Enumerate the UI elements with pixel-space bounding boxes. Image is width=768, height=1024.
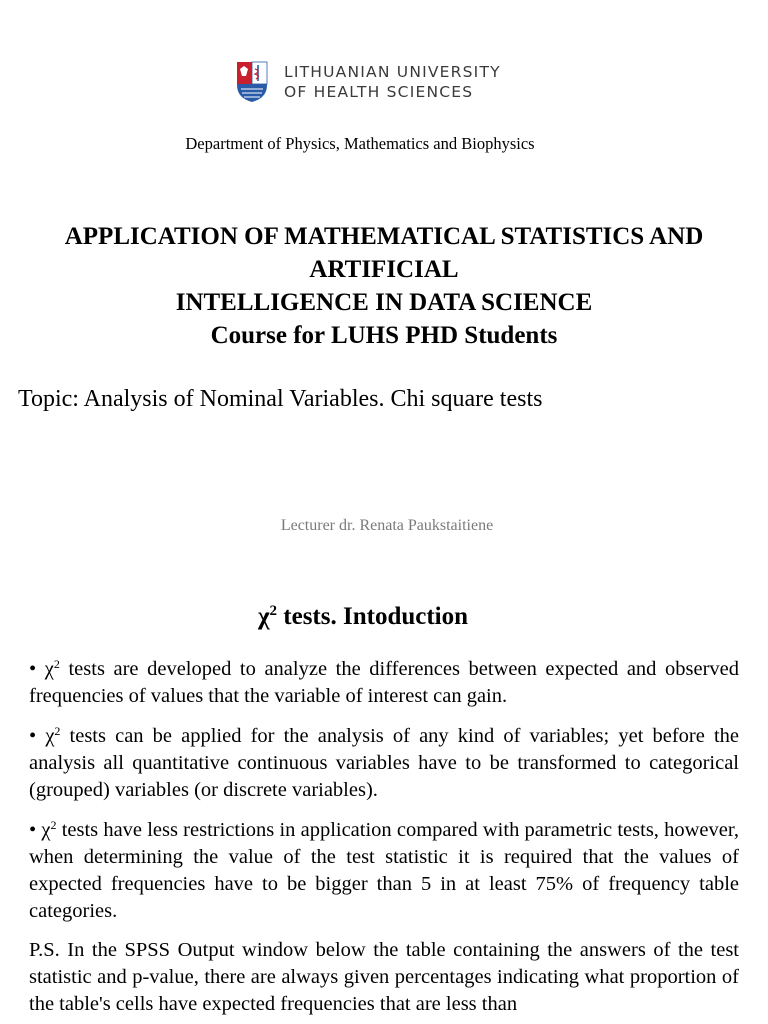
- chi-symbol: χ: [45, 725, 55, 747]
- course-title-line-2: ARTIFICIAL: [309, 256, 459, 283]
- bullet-paragraph-1: [29, 656, 739, 710]
- course-title-line-3: INTELLIGENCE IN DATA SCIENCE: [175, 289, 593, 316]
- bullet-paragraph-3: [29, 817, 739, 925]
- slide-heading: [0, 603, 726, 631]
- bullet-text: tests are developed to analyze the differences between expected and observed frequencies of values that the variable of interest can gain.: [29, 658, 740, 707]
- bullet-marker: •: [29, 725, 37, 747]
- course-title-line-1: APPLICATION OF MATHEMATICAL STATISTICS AND: [64, 223, 704, 250]
- bullet-text: tests have less restrictions in application compared with parametric tests, however, when determining the value of the test statistic it is required that the values of expected frequencies have to be bigger than 5 in at least 75% of frequency table categories.: [29, 819, 739, 922]
- ps-paragraph: P.S. In the SPSS Output window below the table containing the answers of the test statistic and p-value, there are always given percentages indicating what proportion of the table's cells have expected frequencies that are less than: [29, 939, 739, 1015]
- logo-line-2: OF HEALTH SCIENCES: [284, 83, 474, 101]
- logo-line-1: LITHUANIAN UNIVERSITY: [284, 63, 501, 81]
- chi-symbol: χ: [41, 819, 51, 841]
- superscript-two: 2: [50, 818, 57, 832]
- university-crest-icon: [236, 61, 268, 103]
- topic-line: Topic: Analysis of Nominal Variables. Chi square tests: [18, 386, 543, 412]
- superscript-two: 2: [269, 603, 278, 619]
- chi-symbol: χ: [44, 658, 54, 680]
- course-title: [0, 220, 768, 352]
- heading-text: tests. Intoduction: [277, 603, 469, 630]
- department-name: Department of Physics, Mathematics and Biophysics: [185, 134, 535, 153]
- chi-symbol: χ: [257, 603, 270, 630]
- lecturer-name: Lecturer dr. Renata Paukstaitiene: [280, 517, 494, 534]
- bullet-text: tests can be applied for the analysis of any kind of variables; yet before the analysis all quantitative continuous variables have to be transformed to categorical (grouped) variables (or discrete variables).: [29, 725, 740, 801]
- superscript-two: 2: [53, 657, 60, 671]
- university-logo: [236, 61, 501, 103]
- superscript-two: 2: [54, 724, 61, 738]
- bullet-marker: •: [29, 658, 37, 680]
- bullet-marker: •: [29, 819, 37, 841]
- course-subtitle: Course for LUHS PHD Students: [210, 322, 558, 349]
- bullet-paragraph-2: [29, 723, 739, 804]
